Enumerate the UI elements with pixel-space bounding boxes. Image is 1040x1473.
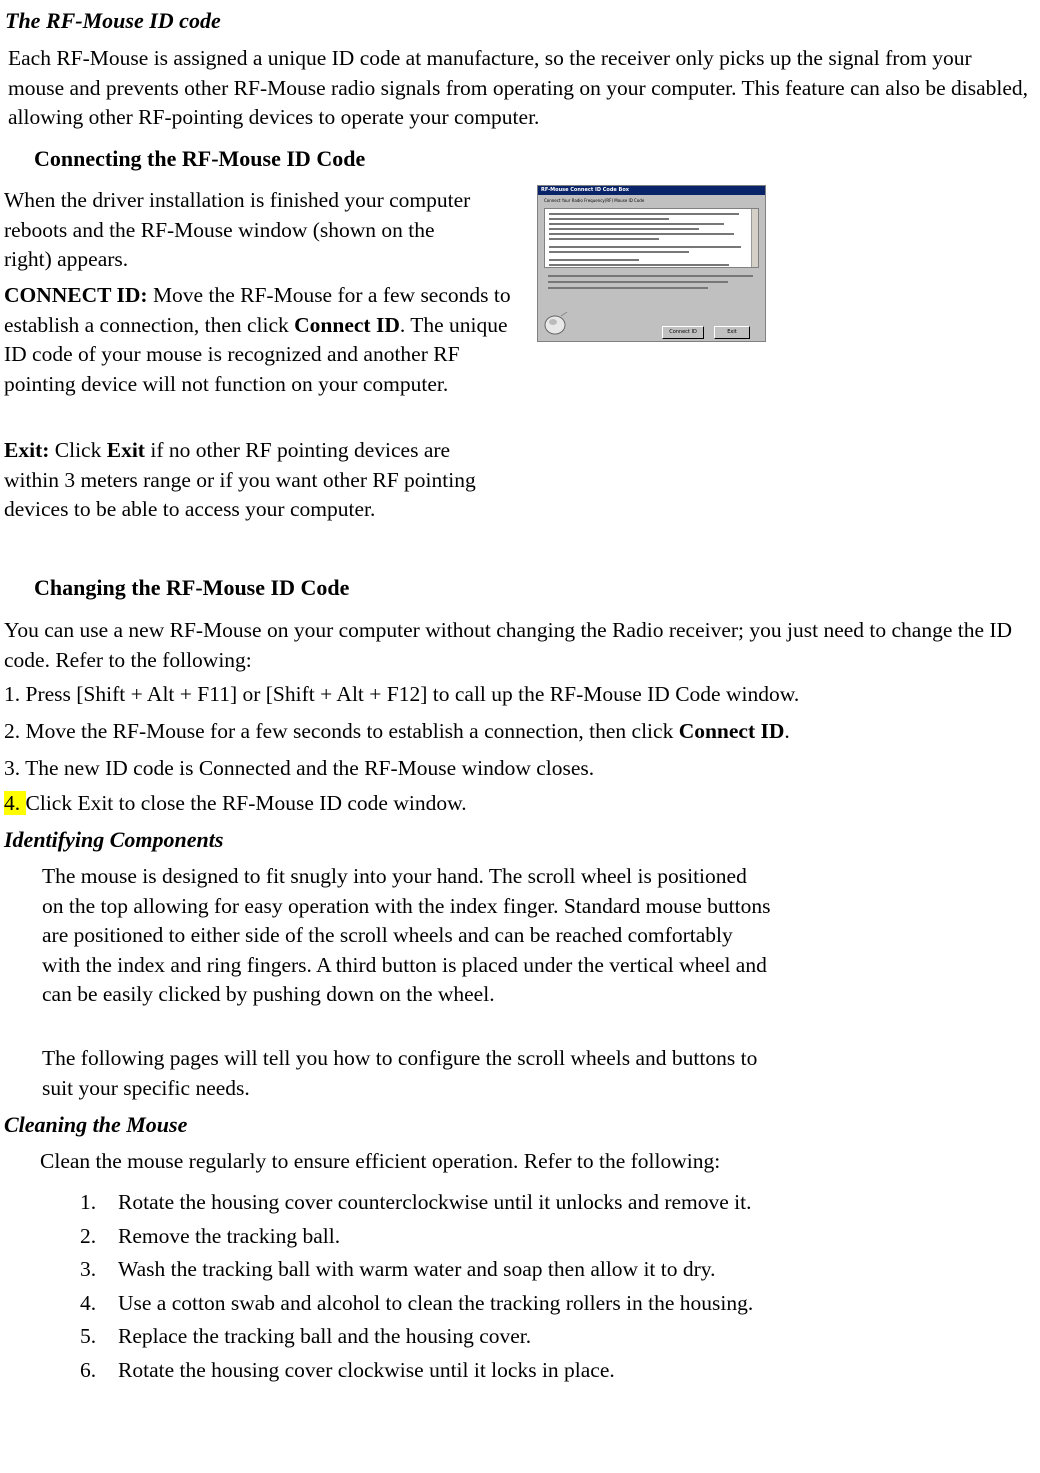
changing-step-2-bold: Connect ID [678, 719, 785, 743]
exit-label: Exit: [4, 438, 50, 462]
list-item [80, 1322, 780, 1352]
changing-step-4-number: 4. [4, 791, 26, 815]
changing-step-2 [4, 717, 1034, 747]
list-item-text: Rotate the housing cover counterclockwise until it unlocks and remove it. [118, 1190, 752, 1214]
list-item [80, 1356, 780, 1386]
list-item [80, 1255, 780, 1285]
list-item-text: Use a cotton swab and alcohol to clean the tracking rollers in the housing. [118, 1290, 754, 1315]
list-item-number: 4. [80, 1290, 97, 1315]
dialog-title: RF-Mouse Connect ID Code Box [538, 186, 765, 195]
list-item [80, 1188, 780, 1218]
list-item-number: 3. [80, 1257, 97, 1281]
list-item-number: 5. [80, 1324, 97, 1348]
mouse-illustration-icon [543, 310, 569, 336]
changing-intro: You can use a new RF-Mouse on your computer without changing the Radio receiver; you just need to change the ID code. Refer to the following: [4, 618, 1013, 672]
changing-step-3: 3. The new ID code is Connected and the RF-Mouse window closes. [4, 756, 595, 780]
changing-step-2-text-a: 2. Move the RF-Mouse for a few seconds to establish a connection, then click [4, 719, 679, 743]
list-item-text: Remove the tracking ball. [118, 1223, 341, 1248]
list-item [80, 1222, 780, 1252]
connect-id-paragraph [4, 281, 516, 399]
dialog-subtitle: Connect Your Radio Frequency(RF) Mouse ID Code [544, 198, 645, 203]
connecting-heading: Connecting the RF-Mouse ID Code [34, 146, 366, 171]
rf-id-heading: The RF-Mouse ID code [5, 8, 221, 33]
cleaning-steps-list [80, 1188, 780, 1389]
connect-id-label: CONNECT ID: [4, 283, 148, 307]
changing-step-1: 1. Press [Shift + Alt + F11] or [Shift + Alt + F12] to call up the RF-Mouse ID Code window. [4, 682, 800, 706]
rf-id-intro: Each RF-Mouse is assigned a unique ID code at manufacture, so the receiver only picks up the signal from your mouse and prevents other RF-Mouse radio signals from operating on your computer. This feature can also be disabled, allowing other RF-pointing devices to operate your computer. [8, 46, 1029, 129]
dialog-scrollbar [751, 209, 758, 267]
cleaning-intro: Clean the mouse regularly to ensure efficient operation. Refer to the following: [40, 1149, 721, 1173]
exit-bold: Exit [106, 438, 145, 462]
connect-id-text-a: Move the RF-Mouse for a few seconds to establish a connection, then click [4, 283, 511, 337]
identifying-heading: Identifying Components [4, 827, 224, 852]
connect-id-bold: Connect ID [294, 312, 400, 337]
list-item-text: Wash the tracking ball with warm water and soap then allow it to dry. [118, 1257, 716, 1281]
changing-step-2-text-b: . [784, 719, 790, 743]
identifying-p1: The mouse is designed to fit snugly into your hand. The scroll wheel is positioned on the top allowing for easy operation with the index finger. Standard mouse buttons are positioned to either side of the scroll wheels and can be reached comfortably with the index and ring fingers. A third button is placed under the vertical wheel and can be easily clicked by pushing down on the wheel. [42, 864, 771, 1006]
changing-step-4 [4, 789, 1034, 819]
exit-text-b: if no other RF pointing devices are within 3 meters range or if you want other RF pointing devices to be able to access your computer. [4, 438, 476, 521]
dialog-text-area [544, 208, 759, 268]
dialog-connect-id-button: Connect ID [662, 326, 704, 339]
list-item-number: 2. [80, 1223, 97, 1248]
list-item [80, 1289, 780, 1319]
changing-heading: Changing the RF-Mouse ID Code [34, 575, 350, 600]
list-item-number: 6. [80, 1357, 97, 1382]
list-item-text: Rotate the housing cover clockwise until it locks in place. [118, 1357, 615, 1382]
list-item-text: Replace the tracking ball and the housing cover. [118, 1324, 532, 1348]
rf-mouse-dialog-screenshot [537, 185, 766, 342]
dialog-hint [544, 272, 759, 304]
exit-paragraph [4, 436, 504, 525]
dialog-exit-button: Exit [714, 326, 750, 339]
identifying-p2: The following pages will tell you how to configure the scroll wheels and buttons to suit your specific needs. [42, 1046, 758, 1100]
exit-text-a: Click [49, 438, 107, 462]
connect-id-text-b: . The unique ID code of your mouse is recognized and another RF pointing device will not function on your computer. [4, 312, 508, 396]
connecting-p1: When the driver installation is finished your computer reboots and the RF-Mouse window (shown on the right) appears. [4, 188, 471, 271]
list-item-number: 1. [80, 1190, 97, 1214]
changing-step-4-text: Click Exit to close the RF-Mouse ID code window. [25, 791, 467, 815]
cleaning-heading: Cleaning the Mouse [4, 1112, 188, 1137]
